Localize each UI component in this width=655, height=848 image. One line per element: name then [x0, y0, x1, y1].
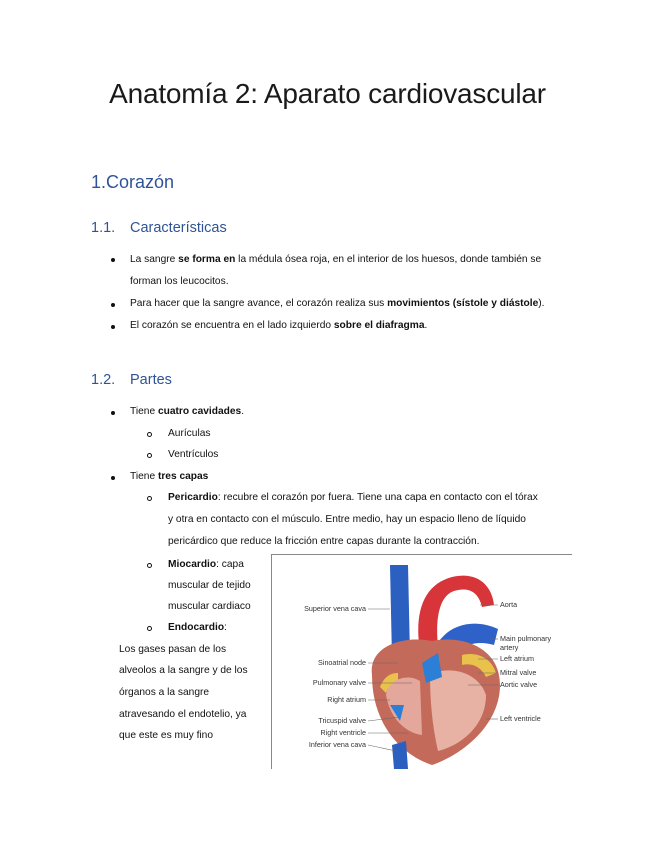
label-pulmonary-valve: Pulmonary valve	[312, 678, 366, 687]
label-right-atrium: Right atrium	[327, 695, 366, 704]
label-sinoatrial-node: Sinoatrial node	[318, 658, 366, 667]
text: la médula ósea roja, en el interior de los huesos, donde también se	[235, 254, 542, 265]
subsection-number: 1.2.	[91, 372, 116, 388]
document-title: Anatomía 2: Aparato cardiovascular	[109, 78, 546, 109]
text: .	[424, 320, 428, 331]
paragraph-line: atravesando el endotelio, ya	[119, 709, 247, 720]
bold-text: tres capas	[157, 471, 209, 482]
label-superior-vena-cava: Superior vena cava	[304, 604, 366, 613]
list-item	[168, 558, 244, 572]
left-chamber-shape	[430, 670, 486, 751]
list-item	[130, 470, 208, 484]
subsection-title: Partes	[130, 372, 172, 388]
paragraph-line: que este es muy fino	[119, 730, 214, 741]
heart-diagram	[272, 555, 572, 769]
subsection-heading-caracteristicas	[91, 220, 227, 236]
sub-bullet-marker	[147, 432, 152, 437]
section-number: 1.	[91, 172, 107, 192]
text: : recubre el corazón por fuera. Tiene una capa en contacto con el tórax	[217, 492, 538, 503]
text: Para hacer que la sangre avance, el corazón realiza sus	[130, 298, 388, 309]
label-aortic-valve: Aortic valve	[500, 680, 538, 689]
subsection-heading-partes	[91, 372, 172, 388]
list-item-continuation: y otra en contacto con el músculo. Entre medio, hay un espacio lleno de líquido	[168, 514, 526, 525]
label-left-ventricle: Left ventricle	[500, 714, 541, 723]
list-item-continuation: forman los leucocitos.	[130, 276, 229, 287]
subsection-title: Características	[130, 220, 227, 236]
bold-text: Pericardio	[168, 492, 218, 503]
list-item-continuation: muscular cardiaco	[168, 601, 251, 612]
list-item	[130, 297, 545, 311]
bullet-marker	[111, 258, 115, 262]
list-item: Aurículas	[168, 428, 211, 439]
list-item-continuation: pericárdico que reduce la fricción entre capas durante la contracción.	[168, 536, 480, 547]
label-right-ventricle: Right ventricle	[320, 728, 366, 737]
label-artery: artery	[500, 643, 519, 652]
list-item	[168, 621, 227, 635]
list-item	[130, 253, 541, 267]
bold-text: cuatro cavidades	[157, 406, 242, 417]
sub-bullet-marker	[147, 496, 152, 501]
text: La sangre	[130, 254, 179, 265]
bold-text: movimientos (sístole y diástole	[387, 298, 539, 309]
text: .	[241, 406, 245, 417]
text: Tiene	[130, 471, 158, 482]
list-item	[168, 491, 538, 505]
label-aorta: Aorta	[500, 600, 518, 609]
list-item	[130, 405, 244, 419]
label-main-pulmonary: Main pulmonary	[500, 634, 552, 643]
text: ).	[538, 298, 545, 309]
bullet-marker	[111, 476, 115, 480]
text: El corazón se encuentra en el lado izquierdo	[130, 320, 334, 331]
inferior-vena-cava-shape	[392, 741, 408, 769]
sub-bullet-marker	[147, 453, 152, 458]
text: Tiene	[130, 406, 158, 417]
paragraph-line: alveolos a la sangre y de los	[119, 665, 248, 676]
bullet-marker	[111, 411, 115, 415]
paragraph-line: Los gases pasan de los	[119, 644, 227, 655]
label-tricuspid-valve: Tricuspid valve	[318, 716, 366, 725]
text: : capa	[216, 559, 244, 570]
label-left-atrium: Left atrium	[500, 654, 534, 663]
heart-anatomy-figure	[271, 554, 572, 769]
bullet-marker	[111, 325, 115, 329]
sub-bullet-marker	[147, 563, 152, 568]
section-heading-corazon	[91, 172, 174, 193]
paragraph-line: órganos a la sangre	[119, 687, 210, 698]
list-item: Ventrículos	[168, 449, 219, 460]
bold-text: Miocardio	[168, 559, 217, 570]
bold-text: se forma en	[178, 254, 236, 265]
list-item-continuation: muscular de tejido	[168, 580, 251, 591]
label-mitral-valve: Mitral valve	[500, 668, 537, 677]
bold-text: sobre el diafragma	[333, 320, 425, 331]
bold-text: Endocardio	[168, 622, 225, 633]
bullet-marker	[111, 303, 115, 307]
label-inferior-vena-cava: Inferior vena cava	[308, 740, 366, 749]
subsection-number: 1.1.	[91, 220, 116, 236]
section-title: Corazón	[106, 172, 175, 192]
sub-bullet-marker	[147, 626, 152, 631]
text: :	[224, 622, 227, 633]
list-item	[130, 319, 427, 333]
